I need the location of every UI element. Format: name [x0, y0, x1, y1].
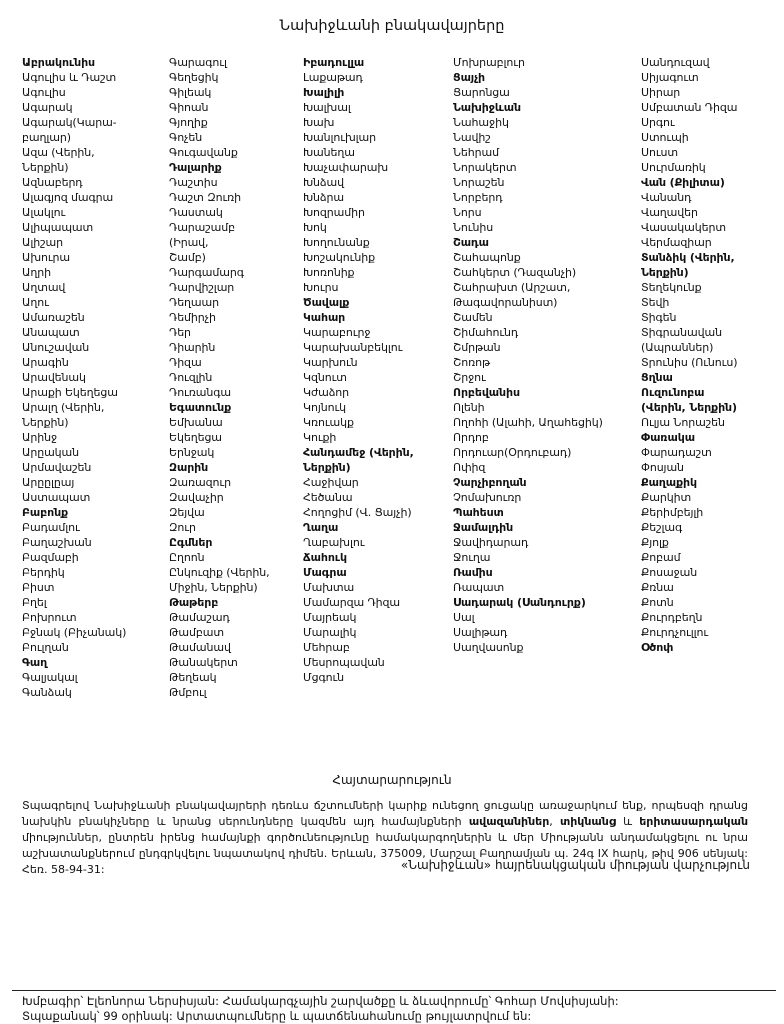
settlement-name: Զուր — [169, 521, 196, 534]
settlement-name: Ընկուզիք (Վերին, Միջին, Ներքին) — [169, 566, 270, 594]
settlement-name: Դաստակ — [169, 206, 223, 219]
settlement-name: Քերիմբեյլի — [641, 506, 704, 519]
settlement-name: Խողունանք — [303, 236, 370, 249]
settlement-name: Ախուրա — [22, 251, 71, 264]
settlement-name: Դալարիք — [169, 161, 222, 174]
settlement-name: Ոլենի — [453, 401, 485, 414]
settlement-name: Ջուղա — [453, 551, 491, 564]
settlement-name: Մախտա — [303, 581, 355, 594]
notice-text: միություններ, ընտրեն իրենց համայնքի գործունեությունը համակարգողներին և մեր Միությանն անդամակցելու ու նրա աշխատանքներում ընդգրկվելու նպատակով դիմեն. Երևան, 375009, Մարշալ Բաղրամյան պ. 24գ IX հարկ, թիվ 906 սենյակ: Հեռ. 58-94-31: — [22, 831, 748, 876]
settlement-name: Գանձակ — [22, 686, 72, 699]
settlement-name: Ագուլիս — [22, 86, 66, 99]
settlement-name: Նունիս — [453, 221, 494, 234]
settlement-name: Բաղաշխան — [22, 536, 92, 549]
settlement-name: Սուստ — [641, 146, 678, 159]
settlement-name: Քուրդբեղն — [641, 611, 703, 624]
settlement-name: Բղել — [22, 596, 47, 609]
settlement-name: Կարխուն — [303, 356, 358, 369]
settlement-name: Փարադաշտ — [641, 446, 712, 459]
settlement-name: Բաբոնք — [22, 506, 69, 519]
footer-divider — [12, 990, 776, 991]
settlement-name: Հաջիվար — [303, 476, 359, 489]
settlements-column — [641, 55, 767, 745]
settlement-name: Խալխալ — [303, 101, 351, 114]
settlement-name: Օծոփ — [641, 641, 674, 654]
settlement-name: Քեշլագ — [641, 521, 683, 534]
settlement-name: Վաղավեր — [641, 206, 698, 219]
settlement-name: Նորաշեն — [453, 176, 505, 189]
settlement-name: Խոռոնիք — [303, 266, 355, 279]
settlement-name: Քոտն — [641, 596, 674, 609]
settlement-name: Ըղոոն — [169, 551, 205, 564]
settlement-name: Դեր — [169, 326, 191, 339]
settlement-name: Ալիպապատ — [22, 221, 94, 234]
settlement-name: Խանլուխլար — [303, 131, 377, 144]
settlement-name: Արաքի Եկեղեցա — [22, 386, 118, 399]
settlement-name: Արալղ (Վերին, Ներքին) — [22, 401, 105, 429]
notice-emphasis: տիկնանց — [559, 815, 616, 828]
settlement-name: Դիզա — [169, 356, 202, 369]
settlement-name: Ցարոնցա — [453, 86, 510, 99]
settlement-name: Քաղաքիկ — [641, 476, 697, 489]
settlement-name: Գարագուլ — [169, 56, 227, 69]
settlement-name: Կռուակք — [303, 416, 354, 429]
notice-signature: «Նախիջևան» հայրենակցական միության վարչություն — [400, 858, 750, 872]
settlement-name: Չոմախուռր — [453, 491, 522, 504]
settlement-name: Անուշավան — [22, 341, 90, 354]
settlement-name: Վերմազիար — [641, 236, 712, 249]
notice-emphasis: երիտասարդական — [639, 815, 749, 828]
settlement-name: Խախ — [303, 116, 335, 129]
settlement-name: Բազմաբի — [22, 551, 79, 564]
settlement-name: Սադարակ (Սանդուրք) — [453, 596, 586, 609]
settlement-name: Մարալիկ — [303, 626, 357, 639]
settlement-name: Խնձավ — [303, 176, 344, 189]
settlement-name: Գոչեն — [169, 131, 203, 144]
settlements-column — [22, 55, 169, 745]
settlement-name: Գեղեցիկ — [169, 71, 219, 84]
settlement-name: Գուգավանք — [169, 146, 238, 159]
settlement-name: Մեսրոպավան — [303, 656, 385, 669]
settlement-name: Խանեղա — [303, 146, 355, 159]
notice-text: Տպագրելով Նախիջևանի բնակավայրերի դեռևս ճշտումների կարիք ունեցող ցուցակը առաջարկում ենք, որպեսզի դրանց նախկին բնակիչները և նրանց սերունդները կազմեն այդ համայնքների — [22, 799, 748, 828]
footer-print-run: Տպաքանակ՝ 99 օրինակ: Արտատպումները և պատճենահանումը թույլատրվում են: — [22, 1009, 532, 1023]
settlement-name: Արինջ — [22, 431, 58, 444]
settlement-name: Շահապոնք — [453, 251, 521, 264]
notice-heading: Հայտարարություն — [332, 773, 452, 787]
settlement-name: Նախիջևան — [453, 101, 521, 114]
settlement-name: Սմբատան Դիզա — [641, 101, 738, 114]
settlement-name: Դարաշամբ (Իրավ, Շամբ) — [169, 221, 236, 264]
settlement-name: Դիարին — [169, 341, 216, 354]
settlement-name: Նորս — [453, 206, 482, 219]
settlement-name: Տեվի — [641, 296, 670, 309]
settlement-name: Բոխրուտ — [22, 611, 77, 624]
settlements-column — [453, 55, 641, 745]
settlement-name: Որդուար(Օրդուբադ) — [453, 446, 572, 459]
settlement-name: Նահաջիկ — [453, 116, 509, 129]
settlement-name: Քռնա — [641, 581, 674, 594]
settlement-name: Սրգու — [641, 116, 675, 129]
settlement-name: Ագուլիս և Դաշտ — [22, 71, 117, 84]
settlement-name: Նավիշ — [453, 131, 491, 144]
settlement-name: Կահար — [303, 311, 346, 324]
settlement-name: Քարկիտ — [641, 491, 692, 504]
settlement-name: Ռամիս — [453, 566, 493, 579]
settlement-name: Զառազուր — [169, 476, 231, 489]
settlement-name: Դարգամարգ — [169, 266, 244, 279]
settlement-name: Ջամալդին — [453, 521, 514, 534]
settlement-name: Քոբամ — [641, 551, 681, 564]
settlement-name: Սիրար — [641, 86, 681, 99]
settlement-name: Անապատ — [22, 326, 80, 339]
settlement-name: Իբադուլլա — [303, 56, 365, 69]
settlement-name: Հողոցիմ (Վ. Ցայչի) — [303, 506, 412, 519]
settlement-name: Երնջակ — [169, 446, 215, 459]
settlement-name: Թամաշադ — [169, 611, 230, 624]
settlement-name: Ագարակ — [22, 101, 73, 114]
settlement-name: Կուքի — [303, 431, 337, 444]
settlement-name: Թամբատ — [169, 626, 224, 639]
notice-emphasis: ավազանիներ — [468, 815, 550, 828]
settlement-name: Շահկերտ (Դազանչի) — [453, 266, 577, 279]
settlement-name: Տանձիկ (Վերին, Ներքին) — [641, 251, 735, 279]
settlement-name: Արավենակ — [22, 371, 86, 384]
settlement-name: Քոսաջան — [641, 566, 698, 579]
settlement-name: Տեղեկունք — [641, 281, 702, 294]
settlement-name: Սալիթադ — [453, 626, 508, 639]
notice-text: և — [615, 815, 640, 828]
settlement-name: Տիգեն — [641, 311, 677, 324]
settlement-name: Բիստ — [22, 581, 55, 594]
settlement-name: Ալակլու — [22, 206, 66, 219]
page-title: Նախիջևանի բնակավայրերը — [279, 18, 505, 34]
settlement-name: Շադա — [453, 236, 489, 249]
settlement-name: Գիոան — [169, 101, 209, 114]
settlement-name: Հանդամեջ (Վերին, Ներքին) — [303, 446, 414, 474]
settlement-name: Արմավաշեն — [22, 461, 92, 474]
settlement-name: Ղաղա — [303, 521, 339, 534]
settlement-name: Գաղ — [22, 656, 48, 669]
settlement-name: Ցայչի — [453, 71, 485, 84]
settlement-name: Վան (Քիլիտա) — [641, 176, 725, 189]
settlement-name: Ալիշար — [22, 236, 63, 249]
settlement-name: Բուլղան — [22, 641, 69, 654]
footer — [22, 994, 762, 1024]
settlement-name: Քյոլք — [641, 536, 669, 549]
settlement-name: Չարչիբողան — [453, 476, 527, 489]
settlement-name: Խնձրա — [303, 191, 344, 204]
settlement-name: Ոփիզ — [453, 461, 486, 474]
settlement-name: Թանակերտ — [169, 656, 238, 669]
settlement-name: Ուզունոբա (Վերին, Ներքին) — [641, 386, 737, 414]
settlement-name: Սանդուզավ — [641, 56, 710, 69]
settlement-name: Դեմիրչի — [169, 311, 216, 324]
settlement-name: Ալագյոզ մագրա — [22, 191, 114, 204]
settlement-name: Շամեն — [453, 311, 493, 324]
settlement-name: Լաքաթադ — [303, 71, 363, 84]
settlement-name: Գիլեակ — [169, 86, 212, 99]
settlement-name: Պահեստ — [453, 506, 504, 519]
settlement-name: Դուռանգա — [169, 386, 232, 399]
settlement-name: Դարվիշլար — [169, 281, 235, 294]
settlement-name: Արըական — [22, 446, 80, 459]
settlement-name: Ցղնա — [641, 371, 673, 384]
settlement-name: Քուրդչուլլու — [641, 626, 709, 639]
settlement-name: Խոզրամիր — [303, 206, 365, 219]
settlement-name: Զեյվա — [169, 506, 205, 519]
settlement-name: Տրունիս (Ունուս) — [641, 356, 738, 369]
settlement-name: Սիյագուտ — [641, 71, 699, 84]
settlement-name: Թմբուլ — [169, 686, 207, 699]
footer-credits: Խմբագիր՝ Էլեոնորա Ներսիսյան: Համակարգչային շարվածքը և ձևավորումը՝ Գոհար Մովսիսյանի: — [22, 994, 619, 1008]
settlement-name: Բերդիկ — [22, 566, 65, 579]
notice-text: , — [549, 815, 560, 828]
settlement-name: Կոյնուկ — [303, 401, 347, 414]
settlements-list — [22, 55, 767, 745]
settlements-column — [169, 55, 303, 745]
settlement-name: Կարաբուրջ — [303, 326, 371, 339]
settlement-name: Կարախանբեկլու — [303, 341, 403, 354]
settlement-name: Մոխրաբլուր — [453, 56, 525, 69]
settlement-name: Ջավիդարադ — [453, 536, 529, 549]
settlement-name: Զարին — [169, 461, 209, 474]
settlement-name: Վանանդ — [641, 191, 692, 204]
settlement-name: Արագին — [22, 356, 69, 369]
settlement-name: Խալիլի — [303, 86, 345, 99]
settlement-name: Ստուպի — [641, 131, 689, 144]
settlement-name: Գալյակալ — [22, 671, 78, 684]
settlement-name: Ագարակ(Կարա- բաղլար) — [22, 116, 117, 144]
settlement-name: Շմրթան — [453, 341, 501, 354]
settlement-name: Բջնակ (Բիչանակ) — [22, 626, 127, 639]
settlement-name: Մցգուն — [303, 671, 345, 684]
settlement-name: Շիմահունդ — [453, 326, 519, 339]
settlement-name: Աղտավ — [22, 281, 66, 294]
settlement-name: Խոշակունիք — [303, 251, 375, 264]
settlement-name: Մագրա — [303, 566, 347, 579]
settlement-name: Շահրախտ (Արշատ, Թագավորանիստ) — [453, 281, 571, 309]
settlement-name: Փառակա — [641, 431, 695, 444]
settlement-name: Կզնուտ — [303, 371, 347, 384]
settlement-name: Բադամլու — [22, 521, 80, 534]
settlement-name: Ազնաբերդ — [22, 176, 83, 189]
settlement-name: Սաղվասոնք — [453, 641, 524, 654]
settlement-name: Եմխանա — [169, 416, 223, 429]
settlement-name: Ծավալք — [303, 296, 350, 309]
settlement-name: Ճահուկ — [303, 551, 347, 564]
settlement-name: Եկեղեցա — [169, 431, 222, 444]
settlement-name: Ազա (Վերին, Ներքին) — [22, 146, 95, 174]
settlement-name: Հեծանա — [303, 491, 353, 504]
settlement-name: Ուլյա Նորաշեն — [641, 416, 725, 429]
settlement-name: Նորակերտ — [453, 161, 517, 174]
settlement-name: Ղաբախլու — [303, 536, 365, 549]
settlement-name: Խաչափարախ — [303, 161, 389, 174]
settlements-column — [303, 55, 453, 745]
settlement-name: Խոկ — [303, 221, 327, 234]
settlement-name: Սուրմառիկ — [641, 161, 706, 174]
settlement-name: Որբեվանիս — [453, 386, 520, 399]
settlement-name: Մեհրաբ — [303, 641, 350, 654]
settlement-name: Դաշտիս — [169, 176, 218, 189]
settlement-name: Նեհրամ — [453, 146, 500, 159]
settlement-name: Ըգմներ — [169, 536, 213, 549]
settlement-name: Դուզլին — [169, 371, 213, 384]
settlement-name: Եգատունք — [169, 401, 232, 414]
settlement-name: Թեղեակ — [169, 671, 217, 684]
settlement-name: Խուրս — [303, 281, 339, 294]
settlement-name: Վասակակերտ — [641, 221, 727, 234]
settlement-name: Դեղաար — [169, 296, 220, 309]
settlement-name: Աստապատ — [22, 491, 91, 504]
settlement-name: Ռապատ — [453, 581, 505, 594]
settlement-name: Աբրակունիս — [22, 56, 96, 69]
settlement-name: Որդոբ — [453, 431, 489, 444]
settlement-name: Մայրեակ — [303, 611, 357, 624]
settlement-name: Արըըլըայ — [22, 476, 75, 489]
settlement-name: Թաթերբ — [169, 596, 219, 609]
settlement-name: Սալ — [453, 611, 475, 624]
settlement-name: Նորբերդ — [453, 191, 503, 204]
settlement-name: Զավաչիր — [169, 491, 224, 504]
settlement-name: Աղու — [22, 296, 49, 309]
settlement-name: Տիգրանավան (Ապրաններ) — [641, 326, 722, 354]
settlement-name: Դաշտ Զուռի — [169, 191, 242, 204]
settlement-name: Մամարզա Դիզա — [303, 596, 401, 609]
settlement-name: Շրջու — [453, 371, 486, 384]
settlement-name: Ողոհի (Ալահի, Աղահեցիկ) — [453, 416, 603, 429]
settlement-name: Գյողիք — [169, 116, 208, 129]
settlement-name: Ամառաշեն — [22, 311, 85, 324]
settlement-name: Թամանավ — [169, 641, 231, 654]
settlement-name: Աղրի — [22, 266, 51, 279]
settlement-name: Շոռոթ — [453, 356, 491, 369]
settlement-name: Փոսյան — [641, 461, 684, 474]
settlement-name: Կժաձոր — [303, 386, 350, 399]
